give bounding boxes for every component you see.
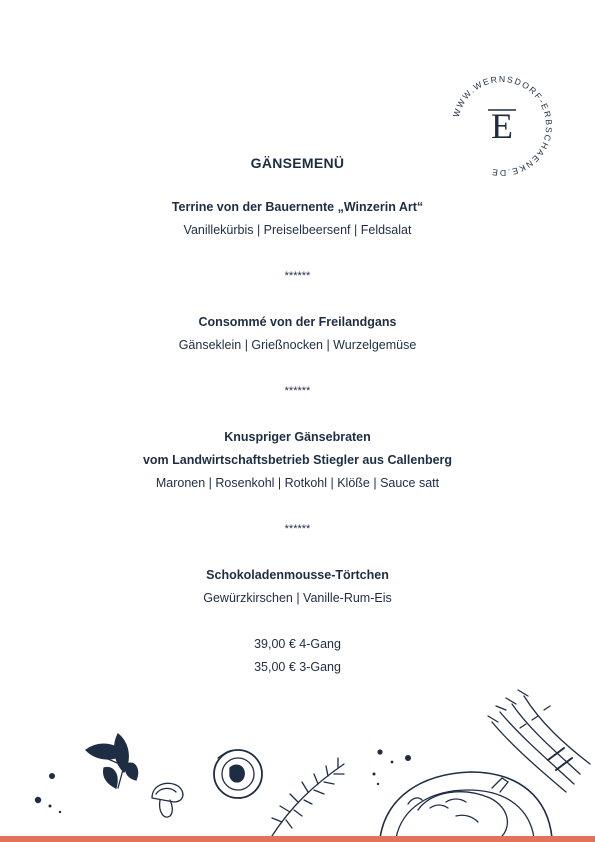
tomato-icon [214, 750, 262, 798]
menu-title: GÄNSEMENÜ [250, 155, 345, 171]
course-3-name-line-2: vom Landwirtschaftsbetrieb Stiegler aus Callenberg [142, 453, 453, 467]
mushroom-icon [152, 783, 183, 817]
herb-leaf-icon [86, 734, 138, 788]
course-4-name: Schokoladenmousse-Törtchen [206, 568, 389, 582]
price-3-course: 35,00 € 3-Gang [254, 660, 341, 674]
course-4-description: Gewürzkirschen | Vanille-Rum-Eis [203, 591, 392, 605]
course-separator: ****** [284, 270, 311, 282]
course-3-description: Maronen | Rosenkohl | Rotkohl | Klöße | Sauce satt [155, 476, 440, 490]
course-1-description: Vanillekürbis | Preiselbeersenf | Feldsalat [183, 223, 412, 237]
price-4-course: 39,00 € 4-Gang [254, 637, 341, 651]
logo-monogram: E [491, 106, 513, 146]
course-3-name: Knuspriger Gänsebraten [224, 430, 371, 444]
logo-ring-text: WWW.WERNSDORF-ERBSCHAENKE.DE [450, 73, 555, 179]
course-separator: ****** [284, 523, 311, 535]
course-1-name: Terrine von der Bauernente „Winzerin Art“ [171, 200, 424, 214]
course-2-name: Consommé von der Freilandgans [198, 315, 397, 329]
course-2-description: Gänseklein | Grießnocken | Wurzelgemüse [178, 338, 417, 352]
roast-goose-icon [380, 772, 552, 838]
food-illustration [0, 688, 595, 838]
course-separator: ****** [284, 385, 311, 397]
bottom-accent-bar [0, 836, 595, 842]
rosemary-icon [272, 758, 344, 836]
menu-content [0, 152, 595, 679]
